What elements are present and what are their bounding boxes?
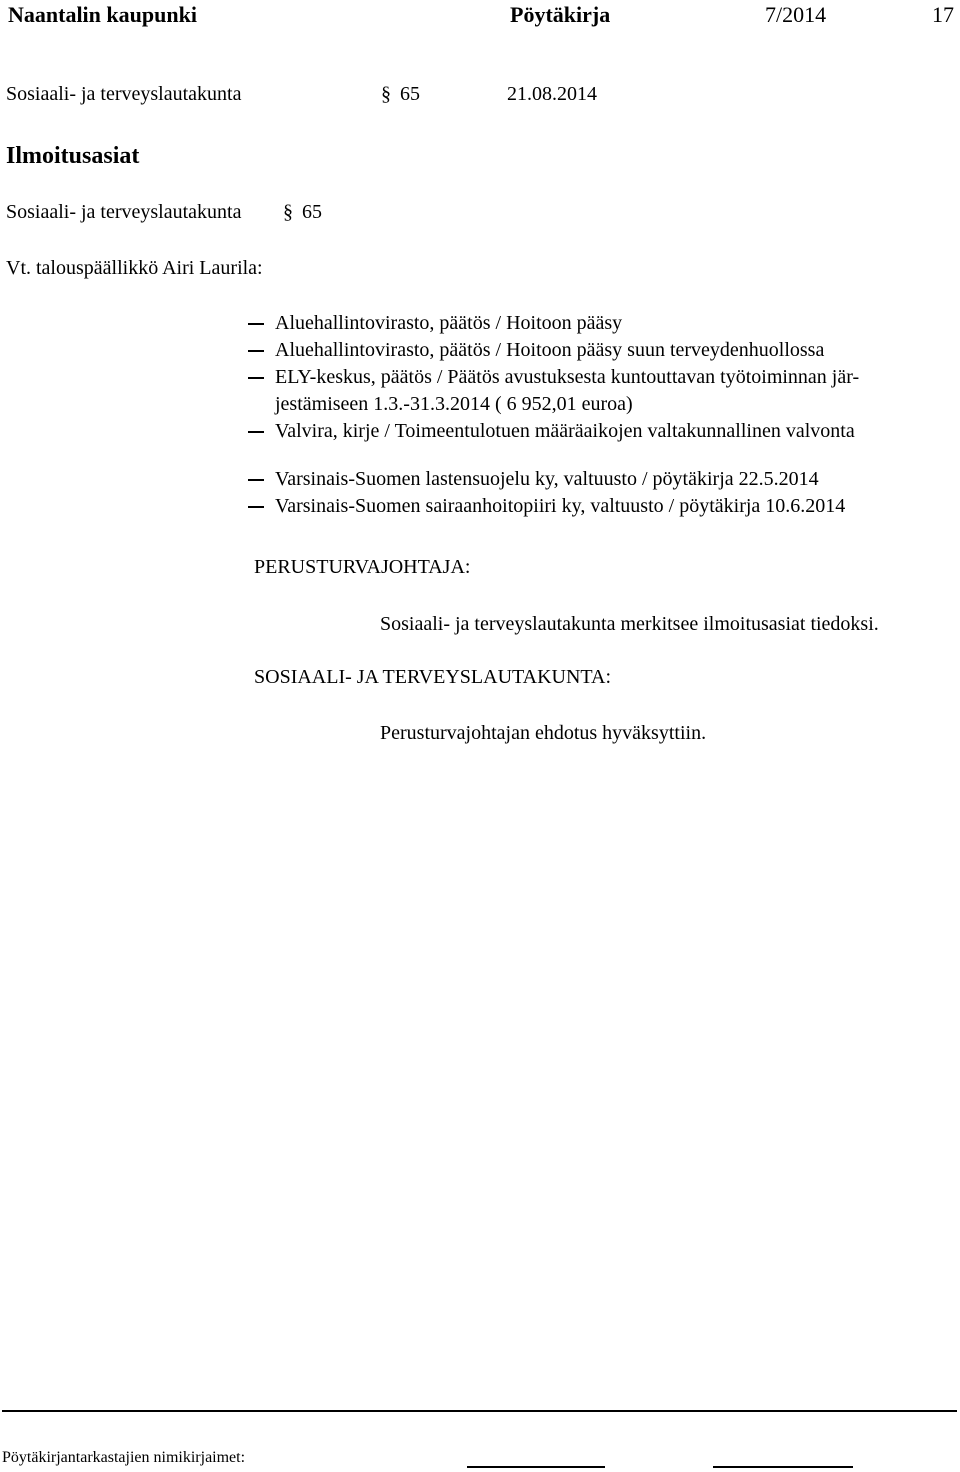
section-number: 65 [400, 83, 420, 105]
decision-text: Perusturvajohtajan ehdotus hyväksyttiin. [380, 722, 707, 744]
dash-bullet [248, 431, 264, 433]
list-item-text: Aluehallintovirasto, päätös / Hoitoon pääsy [275, 312, 623, 334]
list-item-text: jestämiseen 1.3.-31.3.2014 ( 6 952,01 euroa) [275, 393, 633, 415]
list-item [248, 418, 859, 445]
city-name: Naantalin kaupunki [8, 2, 197, 27]
list-item-text: Varsinais-Suomen sairaanhoitopiiri ky, valtuusto / pöytäkirja 10.6.2014 [275, 495, 846, 517]
decision-label: SOSIAALI- JA TERVEYSLAUTAKUNTA: [254, 666, 612, 688]
document-number: 7/2014 [765, 2, 827, 27]
dash-bullet [248, 350, 264, 352]
section-ref-board: Sosiaali- ja terveyslautakunta [6, 201, 242, 223]
footer-divider [2, 1410, 957, 1412]
dash-bullet [248, 377, 264, 379]
page-title: Ilmoitusasiat [6, 143, 140, 169]
list-item-text: ELY-keskus, päätös / Päätös avustuksesta kuntouttavan työtoiminnan jär- [275, 366, 860, 388]
footer-label: Pöytäkirjantarkastajien nimikirjaimet: [2, 1449, 246, 1466]
list-item [248, 310, 859, 337]
section-ref-number: 65 [302, 201, 322, 223]
dash-bullet [248, 506, 264, 508]
list-item [248, 466, 859, 493]
presenter-line: Vt. talouspäällikkö Airi Laurila: [6, 257, 263, 279]
notice-list [248, 310, 859, 520]
proposal-label: PERUSTURVAJOHTAJA: [254, 556, 471, 578]
signature-line-2 [713, 1466, 853, 1468]
list-item [248, 364, 859, 391]
signature-line-1 [467, 1466, 605, 1468]
meeting-date: 21.08.2014 [507, 83, 597, 105]
board-name: Sosiaali- ja terveyslautakunta [6, 83, 242, 105]
list-item [248, 337, 859, 364]
proposal-text: Sosiaali- ja terveyslautakunta merkitsee ilmoitusasiat tiedoksi. [380, 613, 879, 635]
list-item-text: Valvira, kirje / Toimeentulotuen määräaikojen valtakunnallinen valvonta [275, 420, 855, 442]
section-ref-sign-icon: § [283, 201, 293, 223]
list-item-continuation [248, 391, 859, 418]
page-number: 17 [932, 2, 954, 27]
dash-bullet [248, 479, 264, 481]
document-type: Pöytäkirja [510, 2, 611, 27]
list-item-text: Varsinais-Suomen lastensuojelu ky, valtuusto / pöytäkirja 22.5.2014 [275, 468, 819, 490]
list-item-text: Aluehallintovirasto, päätös / Hoitoon pääsy suun terveydenhuollossa [275, 339, 825, 361]
dash-bullet [248, 323, 264, 325]
list-item [248, 493, 859, 520]
section-sign-icon: § [381, 83, 391, 105]
